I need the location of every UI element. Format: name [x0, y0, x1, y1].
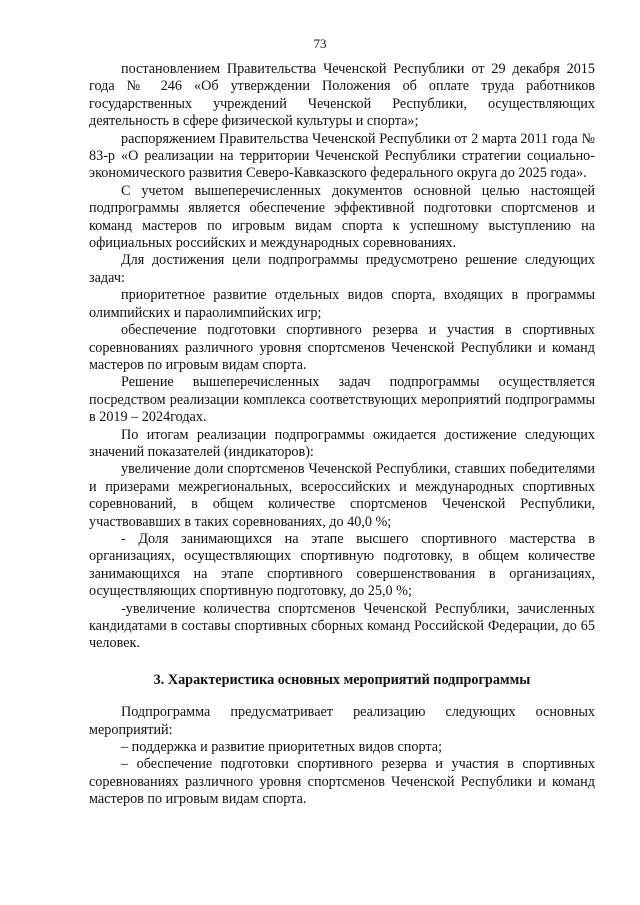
list-item: – поддержка и развитие приоритетных видов спорта; [121, 739, 443, 756]
list-item: - Доля занимающихся на этапе высшего спортивного мастерства в организациях, осуществляющих спортивную подготовку, в общем количестве занимающихся на этапе спортивного совершенствования в организациях, осуществляющих спортивную подготовку, до 25,0 %; [89, 530, 595, 600]
list-item: – обеспечение подготовки спортивного резерва и участия в спортивных соревнованиях различного уровня спортсменов Чеченской Республики и команд мастеров по игровым видам спорта. [89, 756, 595, 808]
list-item: приоритетное развитие отдельных видов спорта, входящих в программы олимпийских и параолимпийских игр; [89, 287, 595, 321]
paragraph: Решение вышеперечисленных задач подпрограммы осуществляется посредством реализации комплекса соответствующих мероприятий подпрограммы в 2019 – 2024годах. [89, 374, 595, 426]
list-item: -увеличение количества спортсменов Чеченской Республики, зачисленных кандидатами в составы спортивных сборных команд Российской Федерации, до 65 человек. [89, 600, 595, 652]
list-item: увеличение доли спортсменов Чеченской Республики, ставших победителями и призерами межрегиональных, всероссийских и международных спортивных соревнований, в общем количестве спортсменов Чеченской Республики, участвовавших в таких соревнованиях, до 40,0 %; [89, 461, 595, 530]
paragraph: С учетом вышеперечисленных документов основной целью настоящей подпрограммы является обеспечение эффективной подготовки спортсменов и команд мастеров по игровым видам спорта к успешному выступлению на официальных российских и международных соревнованиях. [89, 182, 595, 252]
paragraph: По итогам реализации подпрограммы ожидается достижение следующих значений показателей (индикаторов): [89, 426, 595, 460]
paragraph: Подпрограмма предусматривает реализацию следующих основных мероприятий: [89, 704, 595, 738]
section-heading: 3. Характеристика основных мероприятий подпрограммы [153, 671, 531, 688]
paragraph: Для достижения цели подпрограммы предусмотрено решение следующих задач: [89, 252, 595, 286]
document-body [89, 61, 595, 809]
paragraph: постановлением Правительства Чеченской Республики от 29 декабря 2015 года № 246 «Об утверждении Положения об оплате труда работников государственных учреждений Чеченской Республики, осуществляющих деятельность в сфере физической культуры и спорта»; [89, 61, 595, 130]
list-item: обеспечение подготовки спортивного резерва и участия в спортивных соревнованиях различного уровня спортсменов Чеченской Республики и команд мастеров по игровым видам спорта. [89, 322, 595, 373]
page-number: 73 [313, 36, 327, 51]
paragraph: распоряжением Правительства Чеченской Республики от 2 марта 2011 года № 83-р «О реализации на территории Чеченской Республики стратегии социально-экономического развития Северо-Кавказского федерального округа до 2025 года». [89, 130, 595, 182]
